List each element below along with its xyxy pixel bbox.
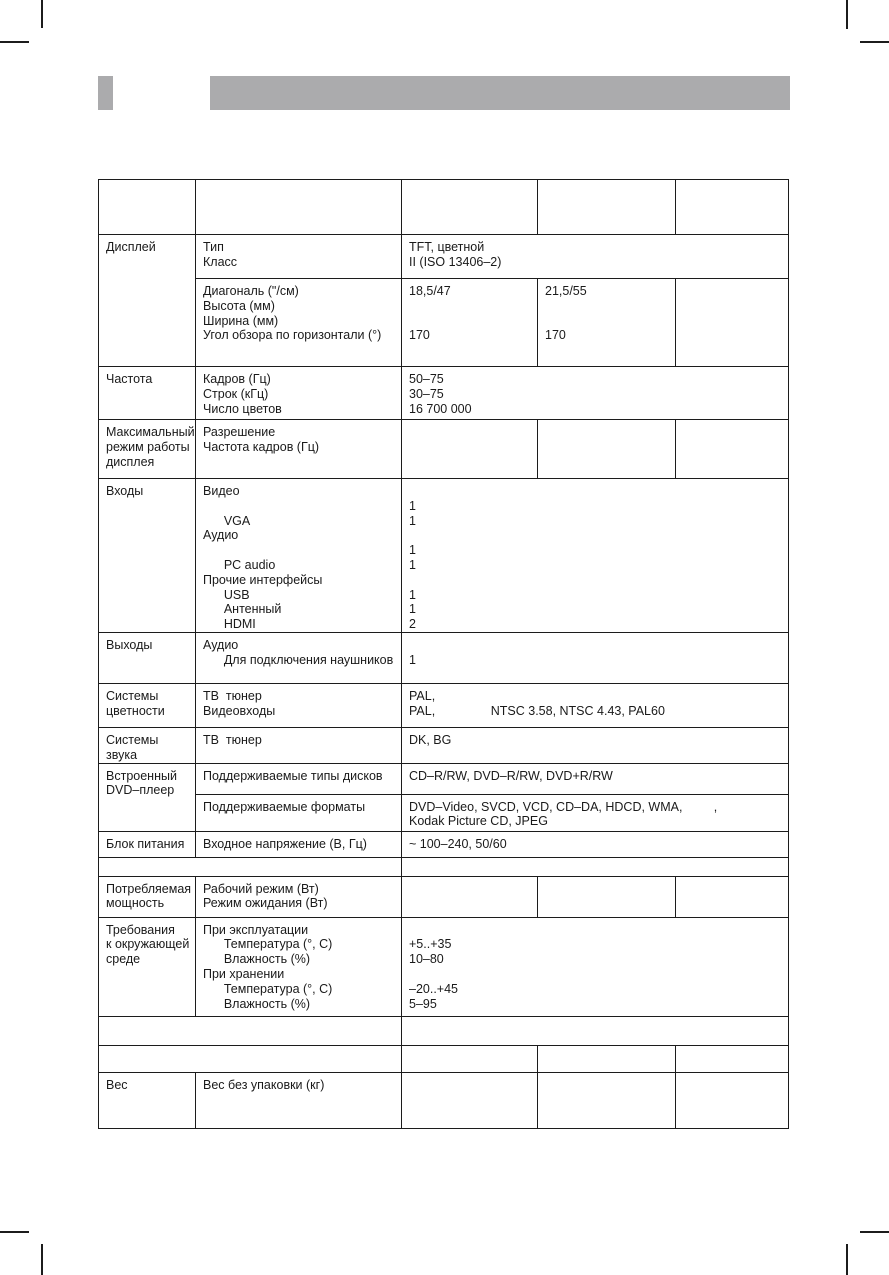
header-cell	[538, 180, 676, 235]
row-dvd-discs	[99, 763, 789, 794]
label-cell: ТВ тюнер	[196, 727, 402, 763]
section-cell-outputs: Выходы	[99, 632, 196, 683]
value-cell	[538, 420, 676, 479]
label-cell: Поддерживаемые типы дисков	[196, 763, 402, 794]
crop-mark-bottom-left-horizontal	[0, 1231, 29, 1233]
row-dvd-formats	[99, 794, 789, 831]
row-max-mode	[99, 420, 789, 479]
value-cell	[538, 876, 676, 917]
label-cell: Аудио Для подключения наушников	[196, 632, 402, 683]
value-cell: 1	[402, 632, 789, 683]
value-cell: PAL, PAL, NTSC 3.58, NTSC 4.43, PAL60	[402, 683, 789, 727]
header-cell	[196, 180, 402, 235]
section-cell-color-systems: Системы цветности	[99, 683, 196, 727]
value-cell: +5..+35 10–80 –20..+45 5–95	[402, 917, 789, 1016]
row-inputs	[99, 479, 789, 633]
row-environment	[99, 917, 789, 1016]
value-cell: TFT, цветной II (ISO 13406–2)	[402, 235, 789, 279]
label-cell: Кадров (Гц) Строк (кГц) Число цветов	[196, 367, 402, 420]
value-cell	[676, 279, 789, 367]
table-header-row	[99, 180, 789, 235]
label-cell: При эксплуатации Температура (°, С) Влажность (%) При хранении Температура (°, С) Влажность (%)	[196, 917, 402, 1016]
value-cell	[676, 876, 789, 917]
value-cell	[402, 1072, 538, 1128]
section-cell-environment: Требования к окружающей среде	[99, 917, 196, 1016]
value-cell: 1 1 1 1 1 1 2	[402, 479, 789, 633]
label-cell: Рабочий режим (Вт) Режим ожидания (Вт)	[196, 876, 402, 917]
row-color-systems	[99, 683, 789, 727]
label-cell: Вес без упаковки (кг)	[196, 1072, 402, 1128]
spacer-cell	[99, 857, 402, 876]
row-spacer	[99, 1016, 789, 1045]
section-cell-frequency: Частота	[99, 367, 196, 420]
section-cell-power-supply: Блок питания	[99, 831, 196, 857]
crop-mark-top-right-vertical	[846, 0, 848, 29]
spacer-cell	[99, 1016, 402, 1045]
row-power-consumption	[99, 876, 789, 917]
empty-cell	[538, 1045, 676, 1072]
row-display-size	[99, 279, 789, 367]
value-cell	[538, 1072, 676, 1128]
crop-mark-bottom-right-vertical	[846, 1244, 848, 1275]
section-cell-display: Дисплей	[99, 235, 196, 367]
label-cell: Поддерживаемые форматы	[196, 794, 402, 831]
label-cell: Диагональ ("/см) Высота (мм) Ширина (мм) Угол обзора по горизонтали (°)	[196, 279, 402, 367]
empty-cell	[402, 1045, 538, 1072]
value-cell	[676, 420, 789, 479]
chapter-accent-square	[98, 76, 113, 110]
crop-mark-bottom-right-horizontal	[860, 1231, 889, 1233]
empty-cell	[99, 1045, 402, 1072]
header-cell	[402, 180, 538, 235]
section-cell-power-consumption: Потребляемая мощность	[99, 876, 196, 917]
value-cell	[676, 1072, 789, 1128]
specifications-table	[98, 179, 789, 1129]
value-cell: 50–75 30–75 16 700 000	[402, 367, 789, 420]
label-cell: ТВ тюнер Видеовходы	[196, 683, 402, 727]
value-cell: 18,5/47 170	[402, 279, 538, 367]
value-cell: CD–R/RW, DVD–R/RW, DVD+R/RW	[402, 763, 789, 794]
spacer-cell	[402, 857, 789, 876]
chapter-header-bar	[210, 76, 790, 110]
crop-mark-bottom-left-vertical	[41, 1244, 43, 1275]
header-cell	[676, 180, 789, 235]
row-display-type	[99, 235, 789, 279]
label-cell: Разрешение Частота кадров (Гц)	[196, 420, 402, 479]
section-cell-max-mode: Максимальный режим работы дисплея	[99, 420, 196, 479]
value-cell	[402, 420, 538, 479]
crop-mark-top-left-vertical	[41, 0, 43, 28]
row-sound-systems	[99, 727, 789, 763]
label-cell: Тип Класс	[196, 235, 402, 279]
empty-cell	[676, 1045, 789, 1072]
value-cell: 21,5/55 170	[538, 279, 676, 367]
row-power-supply	[99, 831, 789, 857]
value-cell: DVD–Video, SVCD, VCD, CD–DA, HDCD, WMA, , Kodak Picture CD, JPEG	[402, 794, 789, 831]
spacer-cell	[402, 1016, 789, 1045]
row-spacer	[99, 857, 789, 876]
row-empty-columns	[99, 1045, 789, 1072]
crop-mark-top-left-horizontal	[0, 41, 29, 43]
crop-mark-top-right-horizontal	[860, 41, 889, 43]
section-cell-weight: Вес	[99, 1072, 196, 1128]
label-cell: Входное напряжение (В, Гц)	[196, 831, 402, 857]
label-cell: Видео VGA Аудио PC audio Прочие интерфейсы USB Антенный HDMI	[196, 479, 402, 633]
section-cell-inputs: Входы	[99, 479, 196, 633]
row-outputs	[99, 632, 789, 683]
row-frequency	[99, 367, 789, 420]
value-cell	[402, 876, 538, 917]
header-cell	[99, 180, 196, 235]
section-cell-dvd: Встроенный DVD–плеер	[99, 763, 196, 831]
value-cell: ~ 100–240, 50/60	[402, 831, 789, 857]
row-weight	[99, 1072, 789, 1128]
section-cell-sound-systems: Системы звука	[99, 727, 196, 763]
value-cell: DK, BG	[402, 727, 789, 763]
